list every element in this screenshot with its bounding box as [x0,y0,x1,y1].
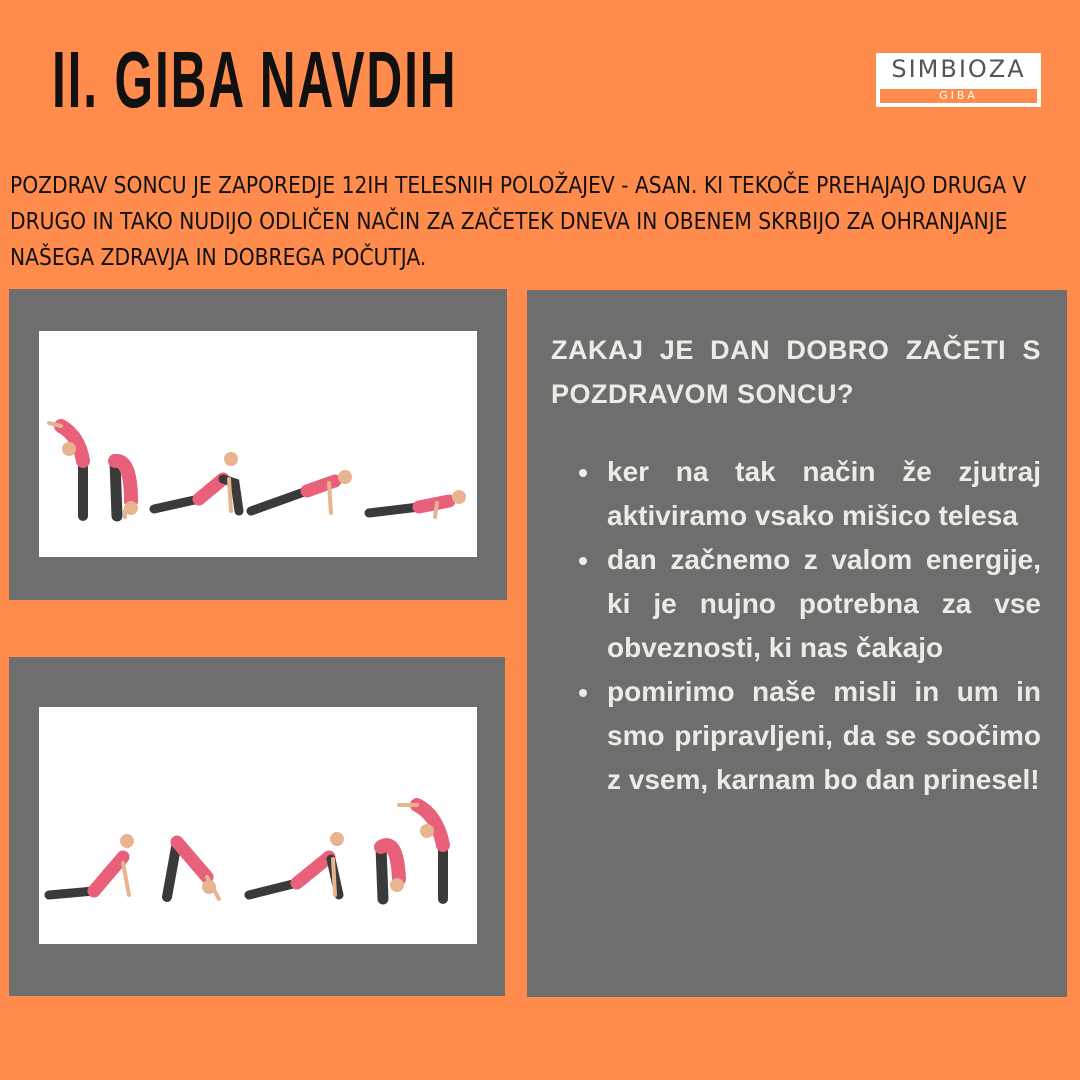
page-title: II. GIBA NAVDIH [52,35,458,124]
benefits-list [551,450,1041,802]
benefit-item-2: dan začnemo z valom energije, ki je nujno potrebna za vse obveznosti, ki nas čakajo [551,538,1041,670]
yoga-poses-illustration-2 [39,707,477,944]
yoga-sequence-photo-1 [39,331,477,557]
simbioza-logo [876,53,1041,107]
benefit-item-1: ker na tak način že zjutraj aktiviramo vsako mišico telesa [551,450,1041,538]
info-heading-line-2: POZDRAVOM SONCU? [551,379,854,409]
intro-text: POZDRAV SONCU JE ZAPOREDJE 12IH TELESNIH POLOŽAJEV - ASAN. KI TEKOČE PREHAJAJO DRUGA V DRUGO IN TAKO NUDIJO ODLIČEN NAČIN ZA ZAČETEK DNEVA IN OBENEM SKRBIJO ZA OHRANJANJE NAŠEGA ZDRAVJA IN DOBREGA POČUTJA. [10,173,1027,271]
info-heading-line-1: ZAKAJ JE DAN DOBRO ZAČETI S [551,335,1041,365]
logo-bar [880,89,1037,103]
yoga-poses-illustration-1 [39,331,477,557]
logo-sub: GIBA [939,89,978,102]
image-panel-bottom [9,657,505,996]
info-heading [551,328,1041,416]
benefit-item-3: pomirimo naše misli in um in smo pripravljeni, da se soočimo z vsem, karnam bo dan prinesel! [551,670,1041,802]
yoga-sequence-photo-2 [39,707,477,944]
image-panel-top [9,289,507,600]
logo-name: SIMBIOZA [891,55,1026,83]
info-panel [527,290,1067,997]
